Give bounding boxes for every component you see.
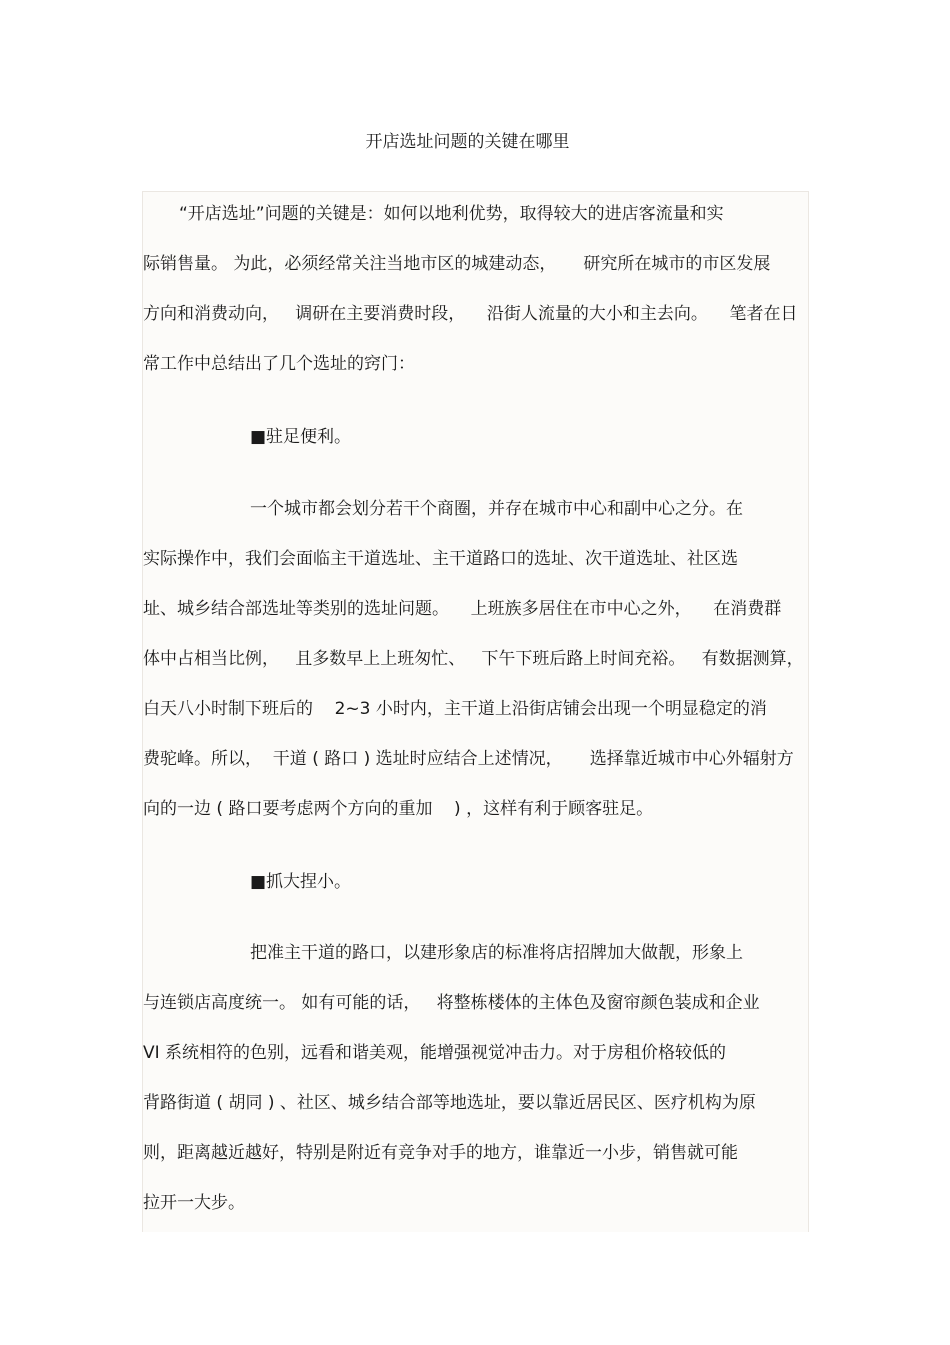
paragraph-line: “开店选址”问题的关键是：如何以地利优势，取得较大的进店客流量和实 [179, 204, 724, 224]
paragraph-line: 一个城市都会划分若干个商圈，并存在城市中心和副中心之分。在 [250, 499, 743, 519]
document-title: 开店选址问题的关键在哪里 [365, 132, 570, 152]
paragraph-line: 白天八小时制下班后的 2~3 小时内，主干道上沿街店铺会出现一个明显稳定的消 [143, 699, 767, 719]
paragraph-line: 实际操作中，我们会面临主干道选址、主干道路口的选址、次干道选址、社区选 [143, 549, 738, 569]
paragraph-line: 把准主干道的路口，以建形象店的标准将店招牌加大做靓，形象上 [250, 943, 743, 963]
paragraph-line: 与连锁店高度统一。 如有可能的话， 将整栋楼体的主体色及窗帘颜色装成和企业 [143, 993, 760, 1013]
article-body [142, 191, 809, 1232]
paragraph-line: 背路街道 ( 胡同 ) 、社区、城乡结合部等地选址，要以靠近居民区、医疗机构为原 [143, 1093, 756, 1113]
paragraph-line: 方向和消费动向， 调研在主要消费时段， 沿街人流量的大小和主去向。 笔者在日 [143, 304, 798, 324]
paragraph-line: 际销售量。 为此，必须经常关注当地市区的城建动态， 研究所在城市的市区发展 [143, 254, 771, 274]
paragraph-line: 址、城乡结合部选址等类别的选址问题。 上班族多居住在市中心之外， 在消费群 [143, 599, 782, 619]
paragraph-line: 则，距离越近越好，特别是附近有竞争对手的地方，谁靠近一小步，销售就可能 [143, 1143, 738, 1163]
paragraph-line: 费驼峰。所以， 干道 ( 路口 ) 选址时应结合上述情况， 选择靠近城市中心外辐射方 [143, 749, 794, 769]
section-heading: ■驻足便利。 [250, 427, 352, 447]
paragraph-line: 拉开一大步。 [143, 1193, 245, 1213]
section-heading: ■抓大捏小。 [250, 872, 352, 892]
paragraph-line: 常工作中总结出了几个选址的窍门： [143, 354, 415, 374]
paragraph-line: 向的一边 ( 路口要考虑两个方向的重加 ) ，这样有利于顾客驻足。 [143, 799, 654, 819]
paragraph-line: VI 系统相符的色别，远看和谐美观，能增强视觉冲击力。对于房租价格较低的 [143, 1043, 727, 1063]
paragraph-line: 体中占相当比例， 且多数早上上班匆忙、 下午下班后路上时间充裕。 有数据测算， [143, 649, 804, 669]
